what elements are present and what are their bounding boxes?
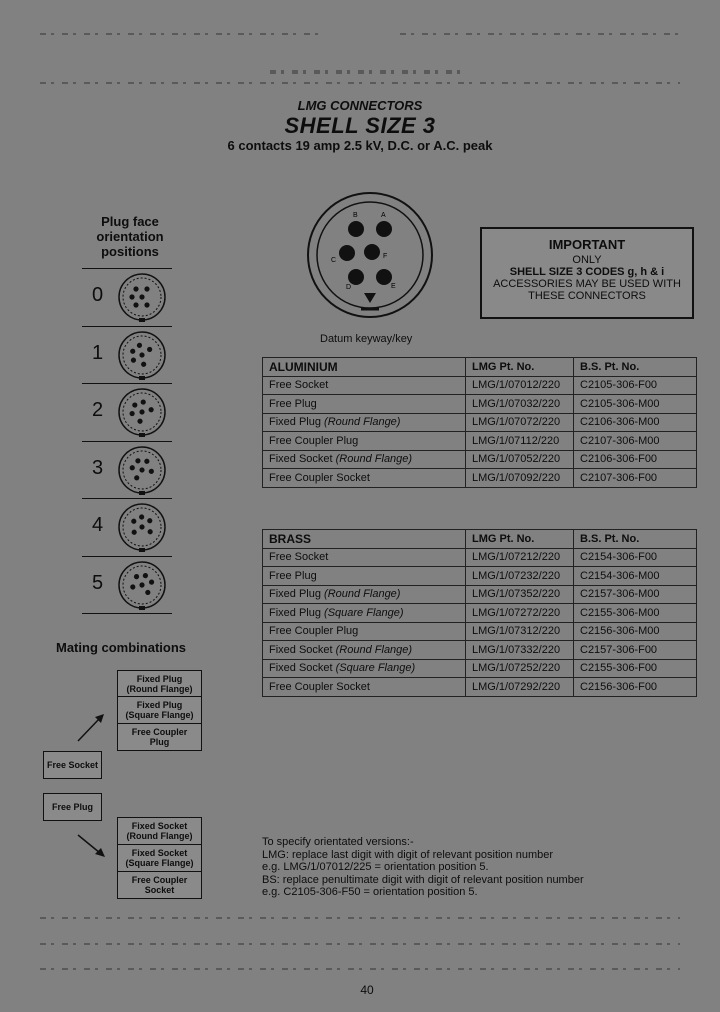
section-subtitle: LMG CONNECTORS	[297, 98, 423, 113]
mate-free-coupler-plug	[117, 723, 202, 751]
scan-noise	[40, 33, 320, 35]
part-name: Free Coupler Socket	[269, 680, 370, 693]
part-name-cell	[263, 469, 466, 488]
face-contact-pin	[144, 589, 151, 596]
contact-pin	[364, 244, 380, 260]
mate-label: Free Coupler	[131, 727, 188, 737]
part-name-cell	[263, 585, 466, 604]
bs-part-number: C2156-306-F00	[574, 678, 697, 697]
orientation-face-icon	[114, 443, 170, 499]
scan-noise	[40, 968, 680, 970]
face-contact-pin	[129, 583, 136, 590]
contact-pin	[339, 245, 355, 261]
table-row	[263, 659, 697, 678]
mate-label: Fixed Socket	[131, 848, 188, 858]
column-header-bs: B.S. Pt. No.	[574, 358, 697, 377]
lmg-part-number: LMG/1/07252/220	[466, 659, 574, 678]
face-contact-pin	[131, 530, 136, 535]
position-row-divider	[82, 556, 172, 557]
face-contact-pin	[129, 464, 136, 471]
face-contact-pin	[129, 294, 134, 299]
page-title: SHELL SIZE 3	[284, 113, 436, 138]
part-name-cell	[263, 413, 466, 432]
part-flange: (Round Flange)	[335, 643, 413, 656]
mating-title: Mating combinations	[56, 640, 186, 655]
mate-label: Fixed Socket	[131, 821, 188, 831]
position-number: 4	[92, 514, 104, 536]
part-name-cell	[263, 604, 466, 623]
datum-key-marker	[364, 293, 376, 303]
face-contact-pin	[142, 572, 149, 579]
part-name: Fixed Socket	[269, 453, 336, 466]
contact-pin	[376, 269, 392, 285]
scan-noise	[40, 917, 680, 919]
face-contact-pin	[128, 410, 135, 417]
mate-label: (Round Flange)	[126, 683, 193, 694]
orientation-face-icon	[114, 328, 170, 384]
face-contact-pin	[131, 401, 138, 408]
part-flange: (Round Flange)	[324, 416, 401, 429]
face-contact-pin	[133, 573, 140, 580]
part-name: Fixed Socket	[269, 662, 336, 675]
face-contact-pin	[139, 294, 144, 299]
plug-face-title-line: Plug face	[101, 214, 159, 229]
table-row	[263, 641, 697, 660]
face-contact-pin	[133, 474, 140, 481]
part-flange: (Round Flange)	[324, 588, 401, 601]
part-name-cell	[263, 548, 466, 567]
page-number: 40	[360, 983, 374, 997]
table-row	[263, 567, 697, 586]
table-row	[263, 469, 697, 488]
part-name-cell	[263, 432, 466, 451]
part-name-cell	[263, 450, 466, 469]
bs-part-number: C2155-306-F00	[574, 659, 697, 678]
mating-arrows	[60, 705, 120, 865]
part-name: Free Plug	[269, 397, 317, 410]
lmg-part-number: LMG/1/07072/220	[466, 413, 574, 432]
table-row	[263, 622, 697, 641]
part-name-cell	[263, 641, 466, 660]
face-contact-pin	[143, 457, 150, 464]
connector-face-diagram	[295, 190, 445, 350]
bs-part-number: C2106-306-M00	[574, 413, 697, 432]
position-number: 1	[92, 341, 104, 364]
face-contact-pin	[139, 351, 146, 358]
face-key-icon	[139, 376, 145, 380]
lmg-part-number: LMG/1/07292/220	[466, 678, 574, 697]
face-contact-pin	[140, 398, 147, 405]
part-flange: (Square Flange)	[324, 606, 404, 619]
face-contact-pin	[144, 286, 149, 291]
face-contact-pin	[136, 341, 143, 348]
bs-part-number: C2154-306-F00	[574, 548, 697, 567]
important-line: ACCESSORIES MAY BE USED WITH	[493, 278, 681, 290]
column-header-lmg: LMG Pt. No.	[466, 358, 574, 377]
note-line: e.g. LMG/1/07012/225 = orientation position 5.	[262, 861, 489, 873]
scan-noise	[270, 70, 460, 74]
part-name: Free Coupler Plug	[269, 434, 359, 447]
table-header-row	[263, 358, 697, 377]
contact-label: C	[331, 257, 337, 264]
orientation-face-icon	[114, 270, 170, 326]
face-contact-pin	[131, 519, 136, 524]
mate-label: Free Socket	[46, 760, 99, 770]
lmg-part-number: LMG/1/07012/220	[466, 376, 574, 395]
face-contact-pin	[148, 578, 155, 585]
part-name: Fixed Plug	[269, 588, 325, 601]
lmg-part-number: LMG/1/07032/220	[466, 395, 574, 414]
bs-part-number: C2107-306-F00	[574, 469, 697, 488]
face-contact-pin	[140, 360, 147, 367]
note-line: e.g. C2105-306-F50 = orientation position 5.	[262, 886, 478, 898]
face-key-icon	[139, 318, 145, 322]
face-contact-pin	[144, 302, 149, 307]
part-name: Fixed Plug	[269, 606, 325, 619]
contact-pin	[348, 221, 364, 237]
plug-face-title-line: orientation	[96, 229, 164, 244]
arrow-up-icon	[78, 718, 100, 741]
part-name-cell	[263, 376, 466, 395]
bs-part-number: C2154-306-M00	[574, 567, 697, 586]
contact-label: D	[346, 284, 352, 291]
important-line: ONLY	[572, 254, 602, 266]
part-name-cell	[263, 678, 466, 697]
lmg-part-number: LMG/1/07312/220	[466, 622, 574, 641]
lmg-part-number: LMG/1/07332/220	[466, 641, 574, 660]
part-name: Fixed Plug	[269, 416, 325, 429]
part-name: Free Socket	[269, 379, 329, 392]
face-contact-pin	[138, 408, 145, 415]
orientation-notes	[262, 836, 584, 899]
table-row	[263, 450, 697, 469]
face-contact-pin	[129, 347, 136, 354]
face-key-icon	[139, 433, 145, 437]
position-row-divider	[82, 383, 172, 384]
position-number: 3	[92, 456, 104, 479]
bs-part-number: C2106-306-F00	[574, 450, 697, 469]
table-row	[263, 376, 697, 395]
contact-label: E	[391, 283, 396, 290]
position-number: 5	[92, 571, 104, 594]
part-flange: (Round Flange)	[335, 453, 413, 466]
face-contact-pin	[139, 524, 144, 529]
face-contact-pin	[130, 356, 137, 363]
table-row	[263, 604, 697, 623]
bs-part-number: C2157-306-F00	[574, 641, 697, 660]
lmg-part-number: LMG/1/07232/220	[466, 567, 574, 586]
face-contact-pin	[147, 406, 154, 413]
lmg-part-number: LMG/1/07212/220	[466, 548, 574, 567]
lmg-part-number: LMG/1/07112/220	[466, 432, 574, 451]
datum-label: Datum keyway/key	[320, 333, 413, 345]
face-contact-pin	[136, 418, 143, 425]
brass-parts-table	[262, 529, 697, 697]
scan-noise	[40, 82, 680, 84]
important-notice	[480, 227, 694, 319]
table-row	[263, 548, 697, 567]
face-contact-pin	[133, 286, 138, 291]
mate-label: (Round Flange)	[126, 831, 193, 841]
face-key-icon	[139, 548, 145, 552]
note-line: To specify orientated versions:-	[262, 836, 414, 848]
lmg-part-number: LMG/1/07352/220	[466, 585, 574, 604]
part-name-cell	[263, 659, 466, 678]
bs-part-number: C2156-306-M00	[574, 622, 697, 641]
mate-fixed-socket-square	[117, 844, 202, 872]
position-row-divider	[82, 498, 172, 499]
face-contact-pin	[139, 581, 146, 588]
scan-noise	[40, 943, 680, 945]
face-contact-pin	[139, 514, 144, 519]
face-contact-pin	[147, 529, 152, 534]
lmg-part-number: LMG/1/07092/220	[466, 469, 574, 488]
position-row-divider	[82, 268, 172, 269]
part-name-cell	[263, 622, 466, 641]
part-name: Free Coupler Plug	[269, 625, 359, 638]
mate-label: Free Coupler	[131, 875, 188, 885]
contact-label: A	[381, 212, 386, 219]
position-number: 0	[92, 284, 104, 306]
aluminium-parts-table	[262, 357, 697, 488]
table-row	[263, 413, 697, 432]
position-number: 2	[92, 399, 104, 421]
face-contact-pin	[139, 466, 146, 473]
note-line: BS: replace penultimate digit with digit of relevant position number	[262, 873, 584, 886]
spec-line: 6 contacts 19 amp 2.5 kV, D.C. or A.C. peak	[227, 138, 493, 153]
part-name-cell	[263, 567, 466, 586]
contact-pin	[348, 269, 364, 285]
note-line: LMG: replace last digit with digit of relevant position number	[262, 848, 554, 861]
scan-noise	[400, 33, 680, 35]
part-name: Free Socket	[269, 551, 329, 564]
part-flange: (Square Flange)	[335, 662, 416, 675]
mate-label: (Square Flange)	[125, 858, 194, 868]
position-row-divider	[82, 613, 172, 614]
table-row	[263, 395, 697, 414]
bs-part-number: C2105-306-M00	[574, 395, 697, 414]
face-contact-pin	[147, 518, 152, 523]
part-name: Fixed Socket	[269, 643, 336, 656]
mate-fixed-plug-square	[117, 696, 202, 724]
part-name-cell	[263, 395, 466, 414]
important-line: THESE CONNECTORS	[528, 290, 646, 302]
important-line: SHELL SIZE 3 CODES g, h & i	[509, 266, 665, 278]
position-row-divider	[82, 326, 172, 327]
bs-part-number: C2105-306-F00	[574, 376, 697, 395]
column-header-lmg: LMG Pt. No.	[466, 530, 574, 549]
group-heading: BRASS	[263, 530, 466, 549]
face-key-icon	[139, 491, 145, 495]
lmg-part-number: LMG/1/07052/220	[466, 450, 574, 469]
position-row-divider	[82, 441, 172, 442]
mate-fixed-plug-round	[117, 670, 202, 697]
contact-label: B	[353, 212, 358, 219]
mate-label: Free Plug	[51, 802, 93, 812]
face-contact-pin	[133, 302, 138, 307]
face-contact-pin	[146, 346, 153, 353]
face-contact-pin	[134, 457, 141, 464]
mate-label: Socket	[144, 885, 175, 895]
orientation-face-icon	[114, 500, 170, 556]
column-header-bs: B.S. Pt. No.	[574, 530, 697, 549]
plug-face-title-line: positions	[101, 244, 159, 259]
part-name: Free Plug	[269, 569, 317, 582]
mate-label: Fixed Plug	[136, 700, 183, 710]
face-key-icon	[139, 606, 145, 610]
arrow-down-icon	[78, 835, 100, 853]
contact-pin	[376, 221, 392, 237]
bs-part-number: C2107-306-M00	[574, 432, 697, 451]
contact-label: F	[383, 253, 388, 260]
mate-label: Plug	[149, 737, 170, 747]
group-heading: ALUMINIUM	[263, 358, 466, 377]
mate-fixed-socket-round	[117, 817, 202, 845]
plug-face-title	[78, 214, 182, 259]
mate-label: (Square Flange)	[125, 710, 194, 720]
part-name: Free Coupler Socket	[269, 471, 370, 484]
table-row	[263, 585, 697, 604]
table-header-row	[263, 530, 697, 549]
orientation-face-icon	[114, 558, 170, 614]
lmg-part-number: LMG/1/07272/220	[466, 604, 574, 623]
bs-part-number: C2157-306-M00	[574, 585, 697, 604]
mate-label: Fixed Plug	[136, 673, 183, 684]
face-contact-pin	[148, 467, 155, 474]
table-row	[263, 432, 697, 451]
important-heading: IMPORTANT	[548, 237, 626, 252]
bs-part-number: C2155-306-M00	[574, 604, 697, 623]
table-row	[263, 678, 697, 697]
orientation-face-icon	[114, 385, 170, 441]
mate-free-coupler-socket	[117, 871, 202, 899]
